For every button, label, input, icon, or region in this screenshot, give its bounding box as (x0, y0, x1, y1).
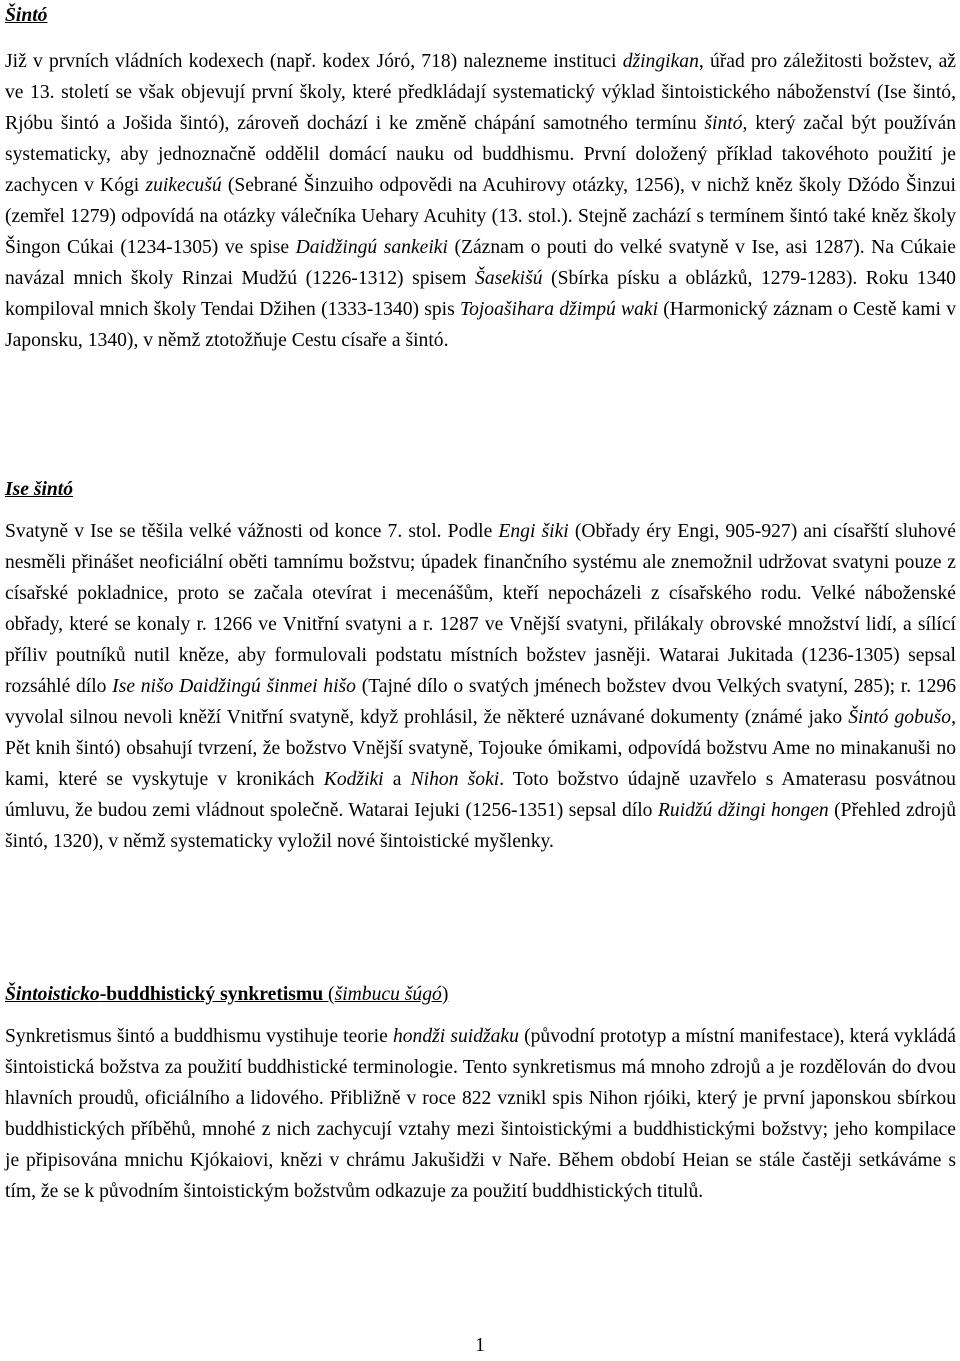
heading-syncretism (5, 979, 448, 1010)
para2-run: (Přehled zdrojů šintó, 1320), v němž systematicky vyložil nové šintoistické myšlenky. (5, 800, 956, 852)
page-number: 1 (475, 1335, 485, 1356)
para3-run: (původní prototyp a místní manifestace), která vykládá šintoistická božstva za použití buddhistické terminologie. Tento synkretismus má mnoho zdrojů a je rozdělován do dvou hlavních proudů, oficiálního a lidového. Přibližně v roce 822 vznikl spis Nihon rjóiki, který je první japonskou sbírkou buddhistických příběhů, mnohé z nich zachycují vztahy mezi šintoistickými a buddhistickými božstvy; jeho kompilace je připisována mnichu Kjókaiovi, knězi v chrámu Jakušidži v Naře. Během období Heian se stále častěji setkáváme s tím, že se k původním šintoistickým božstvům odkazuje za použití buddhistických titulů. (5, 1026, 957, 1202)
para1-run: Daidžingú sankeiki (295, 237, 448, 258)
para2-run: Šintó gobušo (848, 707, 952, 728)
para1-run: (Záznam o pouti do velké svatyně v Ise, asi 1287). Na Cúkaie navázal mnich školy Rinzai Mudžú (1226-1312) spisem (5, 237, 956, 289)
para2-run: , Pět knih šintó) obsahují tvrzení, že božstvo Vnější svatyně, Tojouke ómikami, odpovídá božstvu Ame no minakanuši no kami, které se vyskytuje v kronikách (5, 707, 956, 790)
para1-run: džingikan (622, 51, 699, 72)
para1-run: Tojoašihara džimpú waki (459, 299, 659, 320)
heading-syncretism-part3: ( (323, 984, 335, 1005)
heading-syncretism-part1: Šintoisticko (5, 984, 100, 1005)
para2-run: Kodžiki (323, 769, 384, 790)
paragraph-syncretism (5, 1021, 956, 1207)
para1-run: , úřad pro záležitosti božstev, až ve 13. století se však objevují první školy, které předkládají systematický výklad šintoistického náboženství (Ise šintó, Rjóbu šintó a Jošida šintó), zároveň dochází i ke změně chápání samotného termínu (5, 51, 956, 134)
paragraph-ise (5, 516, 956, 857)
para2-run: (Obřady éry Engi, 905-927) ani císařští sluhové nesměli přinášet neoficiální oběti tamnímu božstvu; úpadek finančního systému ale znemožnil udržovat svatyni pouze z císařské pokladnice, proto se začala otevírat i mecenášům, kteří nepocházeli z císařského rodu. Velké náboženské obřady, které se konaly r. 1266 ve Vnitřní svatyni a r. 1287 ve Vnější svatyni, přilákaly obrovské množství lidí, a sílící příliv poutníků nutil kněze, aby formulovali podstatu místních božstev jasněji. Watarai Jukitada (1236-1305) sepsal rozsáhlé dílo (5, 521, 956, 697)
para2-run: Svatyně v Ise se těšila velké vážnosti od konce 7. stol. Podle (5, 521, 499, 542)
para2-run: Ise nišo Daidžingú šinmei hišo (112, 676, 356, 697)
para2-run: (Tajné dílo o svatých jménech božstev dvou Velkých svatyní, 285); r. 1296 vyvolal silnou nevoli kněží Vnitřní svatyně, když prohlásil, že některé uznávané dokumenty (známé jako (5, 676, 956, 728)
para3-run: Synkretismus šintó a buddhismu vystihuje teorie (5, 1026, 393, 1047)
para1-run: Šasekišú (475, 268, 543, 289)
para2-run: Nihon šoki (410, 769, 500, 790)
para1-run: , který začal být používán systematicky, aby jednoznačně oddělil domácí nauku od buddhismu. První doložený příklad takovéhoto použití je zachycen v Kógi (5, 113, 956, 196)
para1-run: Již v prvních vládních kodexech (např. kodex Jóró, 718) nalezneme instituci (5, 51, 623, 72)
para2-run: Engi šiki (498, 521, 569, 542)
para2-run: a (383, 769, 411, 790)
para1-run: zuikecušú (145, 175, 222, 196)
paragraph-intro (5, 46, 956, 356)
heading-syncretism-part4: šimbucu šúgó (334, 984, 442, 1005)
heading-sinto: Šintó (5, 5, 48, 26)
para1-run: šintó (704, 113, 743, 134)
heading-syncretism-part2: -buddhistický synkretismu (99, 984, 324, 1005)
heading-ise-sinto: Ise šintó (5, 479, 74, 500)
para1-run: (Sebrané Šinzuiho odpovědi na Acuhirovy otázky, 1256), v nichž kněz školy Džódo Šinzui (zemřel 1279) odpovídá na otázky válečníka Uehary Acuhity (13. stol.). Stejně zachází s termínem šintó také kněz školy Šingon Cúkai (1234-1305) ve spise (5, 175, 956, 258)
para1-run: (Harmonický záznam o Cestě kami v Japonsku, 1340), v němž ztotožňuje Cestu císaře a šintó. (5, 299, 957, 351)
heading-syncretism-part5: ) (441, 984, 449, 1005)
para3-run: hondži suidžaku (392, 1026, 519, 1047)
para1-run: (Sbírka písku a oblázků, 1279-1283). Roku 1340 kompiloval mnich školy Tendai Džihen (1333-1340) spis (5, 268, 956, 320)
para2-run: . Toto božstvo údajně uzavřelo s Amaterasu posvátnou úmluvu, že budou zemi vládnout společně. Watarai Iejuki (1256-1351) sepsal dílo (5, 769, 956, 821)
para2-run: Ruidžú džingi hongen (657, 800, 829, 821)
